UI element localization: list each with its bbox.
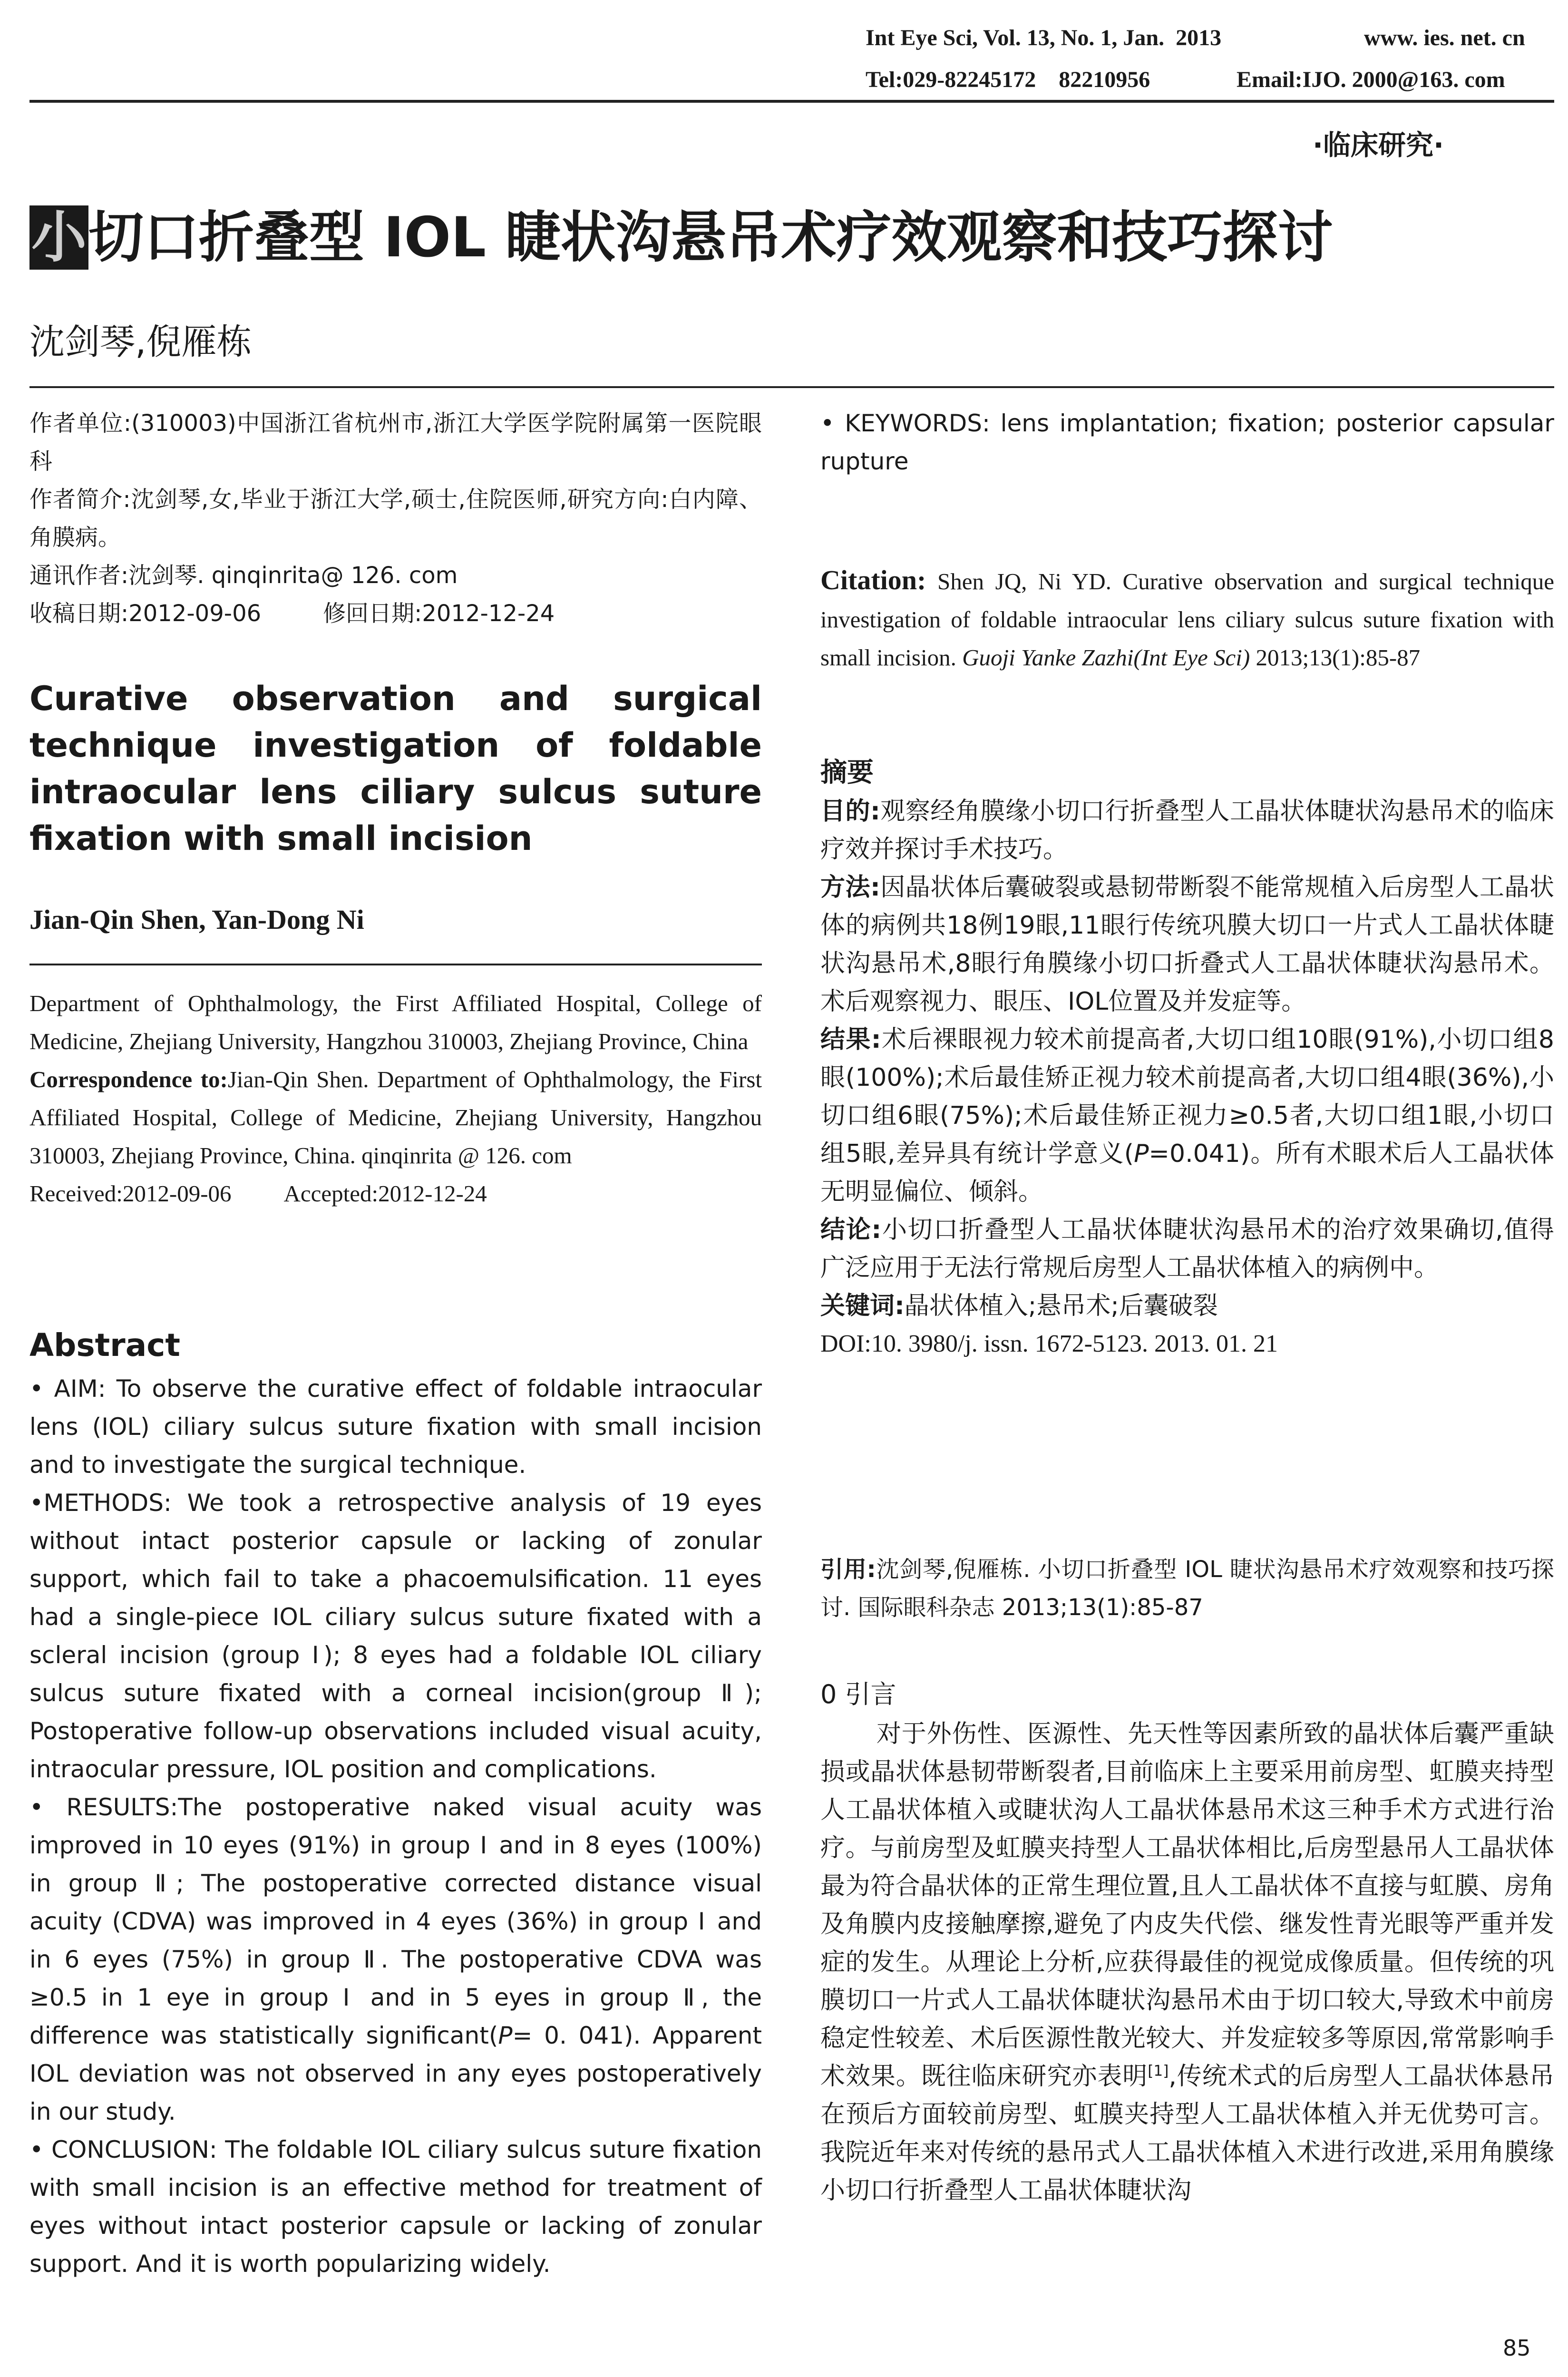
doi: DOI:10. 3980/j. issn. 1672-5123. 2013. 01. 21: [820, 1330, 1278, 1357]
accepted-en: Accepted:2012-12-24: [283, 1180, 487, 1207]
authors-zh: 沈剑琴,倪雁栋: [29, 321, 252, 362]
authors-rule: [29, 964, 762, 965]
zh-aim: 目的:观察经角膜缘小切口行折叠型人工晶状体睫状沟悬吊术的临床疗效并探讨手术技巧。: [820, 797, 1554, 864]
header-rule: [29, 100, 1554, 103]
journal-website: www. ies. net. cn: [1364, 25, 1525, 50]
article-title-en: Curative observation and surgical technique investigation of foldable intraocular lens ciliary sulcus suture fixation with small incision: [29, 679, 762, 858]
page-number: 85: [1503, 2335, 1531, 2361]
zh-conclusion: 结论:小切口折叠型人工晶状体睫状沟悬吊术的治疗效果确切,值得广泛应用于无法行常规后房型人工晶状体植入的病例中。: [820, 1216, 1555, 1282]
title-rule: [29, 386, 1554, 388]
abstract-aim: • AIM: To observe the curative effect of foldable intraocular lens (IOL) ciliary sulcus suture fixation with small incision and to investigate the surgical technique.: [29, 1375, 762, 1479]
abstract-heading: Abstract: [29, 1327, 180, 1364]
citation-en: Citation: Shen JQ, Ni YD. Curative observation and surgical technique investigation of foldable intraocular lens ciliary sulcus suture fixation with small incision. Guoji Yanke Zazhi(Int Eye Sci) 2013;13(1):85-87: [820, 565, 1554, 671]
title-rest: 切口折叠型 IOL 睫状沟悬吊术疗效观察和技巧探讨: [88, 205, 1333, 270]
unit-line: 作者单位:(310003)中国浙江省杭州市,浙江大学医学院附属第一医院眼科: [29, 410, 762, 475]
abstract-conclusion: • CONCLUSION: The foldable IOL ciliary sulcus suture fixation with small incision is an effective method for treatment of eyes without intact posterior capsule or lacking of zonular support. And it is worth popularizing widely.: [29, 2136, 762, 2278]
zh-keywords: 关键词:晶状体植入;悬吊术;后囊破裂: [820, 1292, 1218, 1320]
zh-abstract-heading: 摘要: [820, 757, 874, 788]
zh-abstract-body: [820, 792, 1554, 1363]
affiliation-en: Department of Ophthalmology, the First Affiliated Hospital, College of Medicine, Zhejiang University, Hangzhou 310003, Zhejiang Province, China Correspondence to:Jian-Qin Shen. Department of Ophthalmology, the First Affiliated Hospital, College of Medicine, Zhejiang University, Hangzhou 310003, Zhejiang Province, China. qinqinrita @ 126. com Received:2012-09-06 Accepted:2012-12-24: [29, 990, 762, 1207]
citation-zh: 引用:沈剑琴,倪雁栋. 小切口折叠型 IOL 睫状沟悬吊术疗效观察和技巧探讨. 国际眼科杂志 2013;13(1):85-87: [820, 1556, 1554, 1621]
intro-heading: 0 引言: [820, 1679, 896, 1709]
zh-methods: 方法:因晶状体后囊破裂或悬韧带断裂不能常规植入后房型人工晶状体的病例共18例19眼,11眼行传统巩膜大切口一片式人工晶状体睫状沟悬吊术,8眼行角膜缘小切口折叠式人工晶状体睫状沟悬吊术。术后观察视力、眼压、IOL位置及并发症等。: [820, 873, 1554, 1016]
title-first-char: 小: [29, 205, 88, 270]
abstract-methods: •METHODS: We took a retrospective analysis of 19 eyes without intact posterior capsule or lacking of zonular support, which fail to take a phacoemulsification. 11 eyes had a single-piece IOL ciliary sulcus suture fixated with a scleral incision (group Ⅰ); 8 eyes had a foldable IOL ciliary sulcus suture fixated with a corneal incision(group Ⅱ); Postoperative follow-up observations included visual acuity, intraocular pressure, IOL position and complications.: [29, 1489, 762, 1783]
keywords-en: • KEYWORDS: lens implantation; fixation; posterior capsular rupture: [820, 409, 1554, 475]
corr-line: 通讯作者:沈剑琴. qinqinrita@ 126. com: [29, 562, 458, 589]
received-en: Received:2012-09-06: [29, 1180, 232, 1207]
journal-email: Email:IJO. 2000@163. com: [1237, 67, 1505, 92]
article-title-zh: [29, 205, 1333, 271]
authors-en: Jian-Qin Shen, Yan-Dong Ni: [29, 904, 364, 935]
abstract-results: • RESULTS:The postoperative naked visual acuity was improved in 10 eyes (91%) in group Ⅰ and in 8 eyes (100%) in group Ⅱ; The postoperative corrected distance visual acuity (CDVA) was improved in 4 eyes (36%) in group Ⅰ and in 6 eyes (75%) in group Ⅱ. The postoperative CDVA was ≥0.5 in 1 eye in group Ⅰ and in 5 eyes in group Ⅱ, the difference was statistically significant(P= 0. 041). Apparent IOL deviation was not observed in any eyes postoperatively in our study.: [29, 1793, 762, 2125]
dates-line: 收稿日期:2012-09-06 修回日期:2012-12-24: [29, 600, 555, 627]
intro-body: 对于外伤性、医源性、先天性等因素所致的晶状体后囊严重缺损或晶状体悬韧带断裂者,目前临床上主要采用前房型、虹膜夹持型人工晶状体植入或睫状沟人工晶状体悬吊术这三种手术方式进行治疗。与前房型及虹膜夹持型人工晶状体相比,后房型悬吊人工晶状体最为符合晶状体的正常生理位置,且人工晶状体不直接与虹膜、房角及角膜内皮接触摩擦,避免了内皮失代偿、继发性青光眼等严重并发症的发生。从理论上分析,应获得最佳的视觉成像质量。但传统的巩膜切口一片式人工晶状体睫状沟悬吊术由于切口较大,导致术中前房稳定性较差、术后医源性散光较大、并发症较多等原因,常常影响手术效果。既往临床研究亦表明[1],传统术式的后房型人工晶状体悬吊在预后方面较前房型、虹膜夹持型人工晶状体植入并无优势可言。我院近年来对传统的悬吊式人工晶状体植入术进行改进,采用角膜缘小切口行折叠型人工晶状体睫状沟: [820, 1720, 1554, 2205]
column-label: ·临床研究·: [1313, 129, 1444, 161]
zh-results: 结果:术后裸眼视力较术前提高者,大切口组10眼(91%),小切口组8眼(100%);术后最佳矫正视力较术前提高者,大切口组4眼(36%),小切口组6眼(75%);术后最佳矫正视力≥0.5者,大切口组1眼,小切口组5眼,差异具有统计学意义(P=0.041)。所有术眼术后人工晶状体无明显偏位、倾斜。: [820, 1025, 1554, 1206]
journal-info: Int Eye Sci, Vol. 13, No. 1, Jan. 2013: [866, 25, 1222, 50]
ref-1[interactable]: [1]: [1148, 2062, 1169, 2080]
author-info-zh: [29, 404, 762, 633]
bio-line: 作者简介:沈剑琴,女,毕业于浙江大学,硕士,住院医师,研究方向:白内障、角膜病。: [29, 486, 762, 551]
abstract-body: [29, 1370, 762, 2283]
journal-phone: Tel:029-82245172 82210956: [866, 67, 1150, 92]
